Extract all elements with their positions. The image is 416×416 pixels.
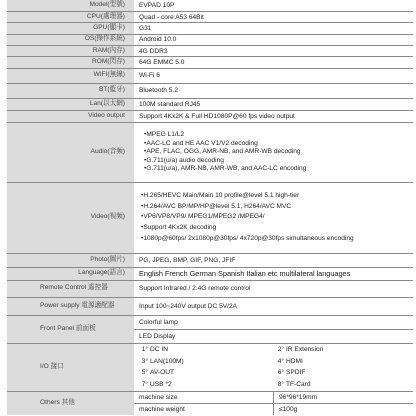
spec-value: 4G DDR3 [134,46,413,57]
port-name: SPDIF [286,369,306,377]
io-row [134,356,413,368]
spec-row-model [7,0,413,11]
port-number: 1° [141,346,148,354]
spec-value: Wi-Fi 6 [134,68,413,83]
list-item: • G.711(u/a), AMR-NB, AMR-WB, and AAC-LC encoding [144,165,413,173]
port-number: 6° [277,369,284,377]
port-name: LAN(100M) [150,357,184,365]
video-list [139,191,413,245]
spec-label: Lan(以太網) [7,98,134,110]
port-number: 5° [141,369,148,377]
spec-row-front-panel-1 [7,315,413,329]
spec-row-language [7,267,413,280]
spec-label: BT(藍牙) [7,83,134,98]
spec-value [134,391,413,415]
spec-row-os [7,34,413,45]
spec-row-power [7,297,413,315]
port-name: DC IN [150,346,168,354]
spec-row-video [7,182,413,253]
others-key: machine weight [134,403,274,415]
spec-label: Language(語言) [7,267,134,280]
spec-value [134,182,413,253]
list-item: • AAC-LC and HE AAC V1/V2 decoding [144,140,413,148]
spec-value [134,343,413,391]
spec-value: 64G EMMC 5.0 [134,57,413,68]
spec-value: Support 4Kx2K & Full HD1080P@60 fps video output [134,110,413,122]
others-key: machine size [134,392,274,404]
spec-label: Video(视频) [7,182,134,253]
spec-label: I/O 接口 [7,343,134,391]
others-value: 96*96*19mm [274,392,414,404]
spec-row-gpu [7,23,413,34]
spec-label: ROM(閃存) [7,57,134,68]
port-number: 4° [277,357,284,365]
port-number: 3° [141,357,148,365]
spec-value: EVPAD 10P [134,0,413,11]
spec-value: G31 [134,23,413,34]
spec-label: Model(型號) [7,0,134,11]
spec-value: Quad - core A53 64Bit [134,11,413,22]
list-item: • Support 4Kx2K decoding [141,223,413,234]
spec-row-lan [7,98,413,110]
spec-label: Power supply 電源適配器 [7,297,134,315]
others-table [134,392,413,415]
spec-row-cpu [7,11,413,22]
io-row [134,379,413,391]
audio-list [139,131,413,173]
spec-row-photo [7,253,413,267]
spec-value: Input 100~240V output DC 5V/2A [134,297,413,315]
spec-table [7,0,413,415]
port-name: IR Extension [286,346,324,354]
spec-row-remote [7,280,413,297]
spec-row-video-output [7,110,413,122]
port-number: 7° [141,380,148,388]
list-item: • MPEG L1/L2 [144,131,413,139]
list-item: • VP6/VP8/VP9/ MPEG1/MPEG2 /MPEG4/ [141,212,413,223]
port-name: TF-Card [286,380,311,388]
spec-value: Android 10.0 [134,34,413,45]
spec-label: GPU(顯卡) [7,23,134,34]
spec-row-wifi [7,68,413,83]
others-value: ≤100g [279,405,298,413]
spec-label: Front Panel 前面板 [7,315,134,343]
spec-label: OS(操作系統) [7,34,134,45]
spec-row-rom [7,57,413,68]
spec-label: CPU(處理器) [7,11,134,22]
port-name: AV-OUT [150,369,175,377]
io-row [134,344,413,356]
list-item: • G.711(u/a) audio decoding [144,157,413,165]
spec-label: Audio(音频) [7,122,134,182]
spec-label: RAM(內存) [7,46,134,57]
spec-value: Colorful lamp [134,315,413,329]
list-item: • APE, FLAC, OGG, AMR-NB, and AMR-WB decoding [144,148,413,156]
spec-value: 100M standard RJ45 [134,98,413,110]
spec-value: English French German Spanish Italian etc multilateral languages [134,267,413,280]
port-number: 8° [277,380,284,388]
spec-row-others [7,391,413,415]
spec-row-bt [7,83,413,98]
port-name: USB *2 [150,380,172,388]
io-row [134,367,413,379]
spec-value: Support Infrared / 2.4G remote control [134,280,413,297]
spec-row-ram [7,46,413,57]
list-item: • H.265/HEVC Main/Main 10 profile@level 5.1 high-tier [141,191,413,202]
spec-value: Bluetooth 5.2 [134,83,413,98]
spec-row-io [7,343,413,391]
list-item: • H.264/AVC BP/MP/HP@level 5.1, H264/AVC MVC [141,202,413,213]
spec-value [134,122,413,182]
spec-label: WIFI(無線) [7,68,134,83]
others-row [134,392,413,404]
spec-value: PG, JPEG, BMP, GIF, PNG, JFIF [134,253,413,267]
spec-value: LED Display [134,329,413,343]
spec-label: Video output [7,110,134,122]
spec-label: Photo(圖片) [7,253,134,267]
port-name: HDMI [286,357,303,365]
list-item: • 1080p@60fps/ 2x1080p@30fps/ 4x720p@30fps simultaneous encoding [141,234,413,245]
port-number: 2° [277,346,284,354]
spec-row-audio [7,122,413,182]
spec-label: Remote Control 遙控器 [7,280,134,297]
io-ports [134,344,413,390]
others-row [134,403,413,415]
spec-label: Others 其他 [7,391,134,415]
